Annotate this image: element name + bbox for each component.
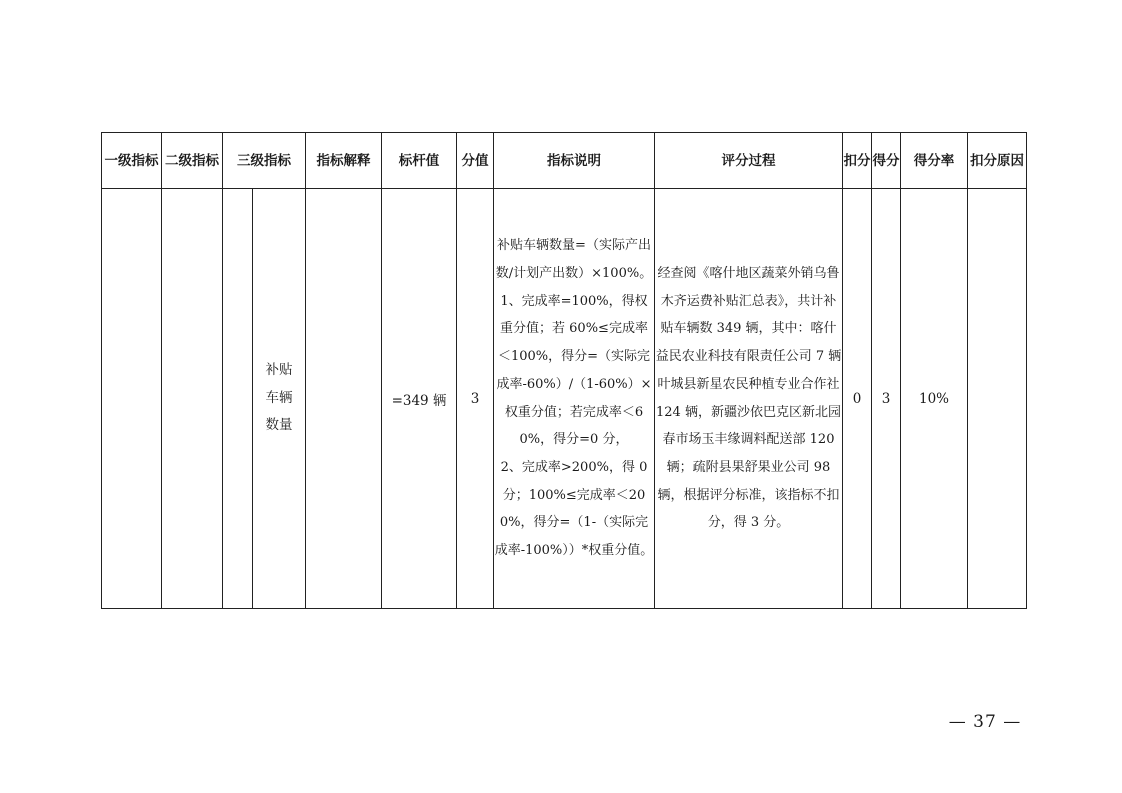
header-level3: 三级指标 [223, 133, 306, 189]
cell-reason [968, 189, 1027, 609]
cell-level3-spacer [223, 189, 253, 609]
header-row [102, 133, 1027, 189]
cell-got: 3 [872, 189, 901, 609]
cell-deduct: 0 [843, 189, 872, 609]
header-level2: 二级指标 [162, 133, 223, 189]
header-rate: 得分率 [901, 133, 968, 189]
header-got: 得分 [872, 133, 901, 189]
header-process: 评分过程 [655, 133, 843, 189]
evaluation-table [101, 132, 1027, 609]
cell-score-full: 3 [457, 189, 494, 609]
table-row [102, 189, 1027, 609]
header-benchmark: 标杆值 [382, 133, 457, 189]
cell-rate: 10% [901, 189, 968, 609]
cell-benchmark: =349 辆 [382, 189, 457, 609]
page-number: — 37 — [948, 712, 1022, 732]
cell-level3-name: 补贴 车辆 数量 [253, 189, 306, 609]
cell-level2 [162, 189, 223, 609]
header-level1: 一级指标 [102, 133, 162, 189]
header-description: 指标说明 [494, 133, 655, 189]
header-score-full: 分值 [457, 133, 494, 189]
cell-description: 补贴车辆数量=（实际产出数/计划产出数）×100%。 1、完成率=100%，得权重分值；若 60%≤完成率＜100%，得分=（实际完成率-60%）/（1-60%）×权重分值；若完成率＜60%，得分=0 分， 2、完成率>200%，得 0 分；100%≤完成率＜200%，得分=（1-（实际完成率-100%））*权重分值。 [494, 189, 655, 609]
header-deduct: 扣分 [843, 133, 872, 189]
header-explain: 指标解释 [306, 133, 382, 189]
cell-process: 经查阅《喀什地区蔬菜外销乌鲁木齐运费补贴汇总表》，共计补贴车辆数 349 辆，其中：喀什益民农业科技有限责任公司 7 辆叶城县新星农民种植专业合作社 124 辆，新疆沙依巴克区新北园春市场玉丰缘调料配送部 120 辆；疏附县果舒果业公司 98 辆，根据评分标准，该指标不扣分，得 3 分。 [655, 189, 843, 609]
cell-level1 [102, 189, 162, 609]
cell-explain [306, 189, 382, 609]
header-reason: 扣分原因 [968, 133, 1027, 189]
